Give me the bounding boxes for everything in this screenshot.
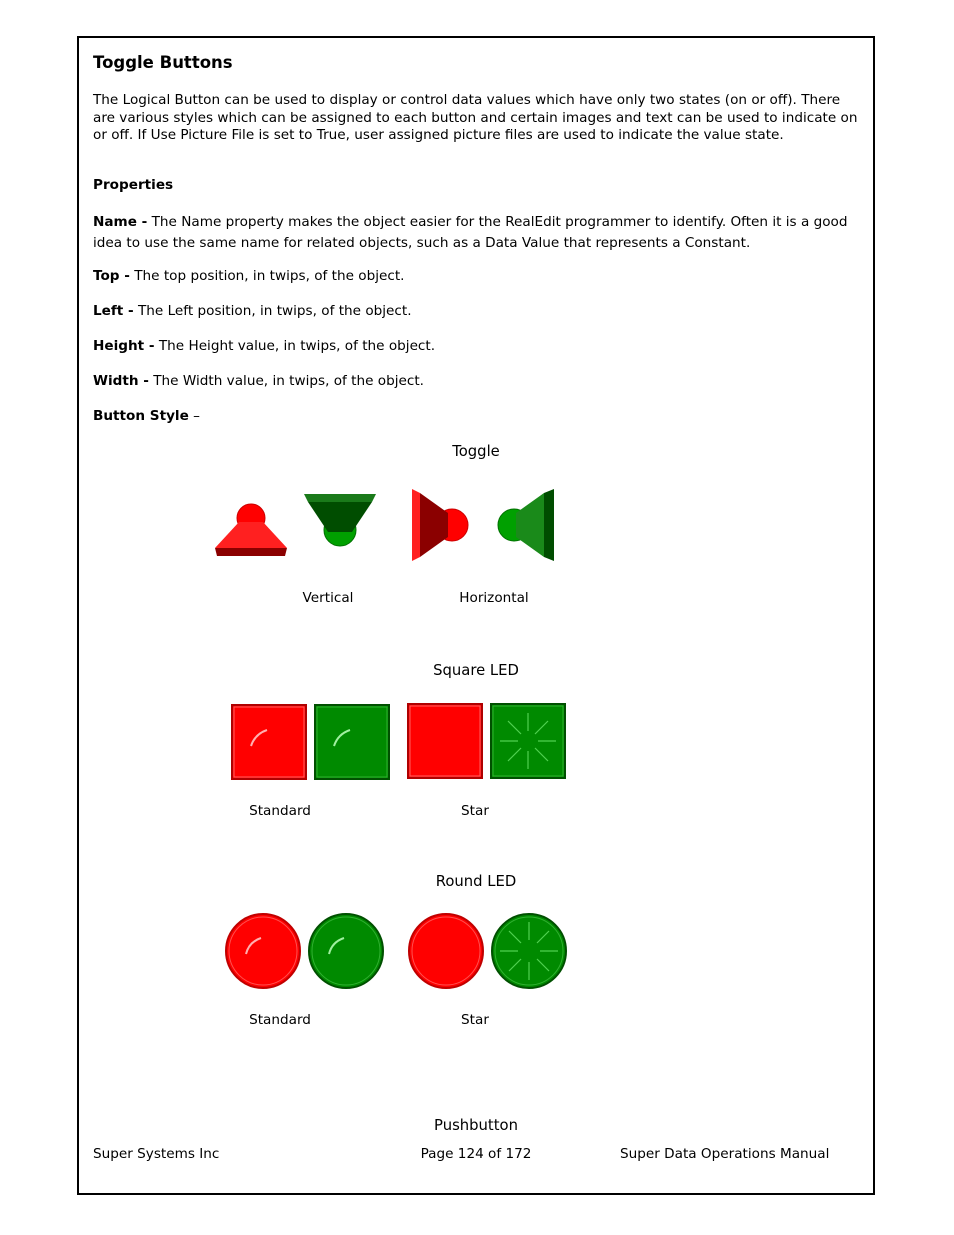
toggle-vertical-off-icon: [302, 492, 378, 552]
round-led-caption-star: Star: [461, 1012, 489, 1028]
square-led-star-off-icon: [490, 703, 566, 779]
square-led-standard-on-icon: [231, 704, 307, 780]
round-led-standard-off-icon: [307, 912, 385, 990]
round-led-star-on-icon: [407, 912, 485, 990]
round-led-star-off-icon: [490, 912, 568, 990]
property-text: The Left position, in twips, of the object.: [133, 303, 412, 319]
property-height: [93, 338, 863, 356]
property-top: [93, 268, 863, 286]
footer-company: Super Systems Inc: [93, 1146, 220, 1162]
square-led-star-on-icon: [407, 703, 483, 779]
property-text: The top position, in twips, of the object.: [129, 268, 405, 284]
property-label: Name -: [93, 214, 148, 230]
page-title: Toggle Buttons: [93, 53, 233, 72]
toggle-section-title: Toggle: [452, 443, 500, 460]
property-width: [93, 373, 863, 391]
square-led-caption-star: Star: [461, 803, 489, 819]
property-label: Height -: [93, 338, 155, 354]
round-led-section-title: Round LED: [435, 873, 517, 890]
intro-paragraph: The Logical Button can be used to display or control data values which have only two states (on or off). There are various styles which can be assigned to each button and certain images and text can be used to indicate on or off. If Use Picture File is set to True, user assigned picture files are used to indicate the value state.: [93, 92, 858, 143]
square-led-section-title: Square LED: [433, 662, 519, 679]
toggle-caption-horizontal: Horizontal: [459, 590, 529, 606]
properties-heading: Properties: [93, 177, 174, 193]
toggle-horizontal-on-icon: [410, 487, 470, 563]
square-led-caption-standard: Standard: [249, 803, 311, 819]
property-label: Top -: [93, 268, 130, 284]
property-text: The Width value, in twips, of the object.: [148, 373, 425, 389]
toggle-horizontal-off-icon: [496, 487, 556, 563]
property-text: –: [188, 408, 200, 424]
property-button-style: [93, 408, 863, 426]
property-label: Left -: [93, 303, 134, 319]
property-name: [93, 212, 863, 254]
footer-manual-title: Super Data Operations Manual: [620, 1146, 830, 1162]
property-text: The Height value, in twips, of the object.: [154, 338, 436, 354]
round-led-standard-on-icon: [224, 912, 302, 990]
property-label: Width -: [93, 373, 149, 389]
footer-page-number: Page 124 of 172: [420, 1146, 532, 1162]
toggle-vertical-on-icon: [213, 500, 289, 560]
property-label: Button Style: [93, 408, 189, 424]
square-led-standard-off-icon: [314, 704, 390, 780]
pushbutton-section-title: Pushbutton: [434, 1117, 518, 1134]
toggle-caption-vertical: Vertical: [302, 590, 354, 606]
round-led-caption-standard: Standard: [249, 1012, 311, 1028]
property-left: [93, 303, 863, 321]
property-text: The Name property makes the object easier for the RealEdit programmer to identify. Often it is a good idea to use the same name for related objects, such as a Data Value that represents a Constant.: [93, 214, 848, 251]
